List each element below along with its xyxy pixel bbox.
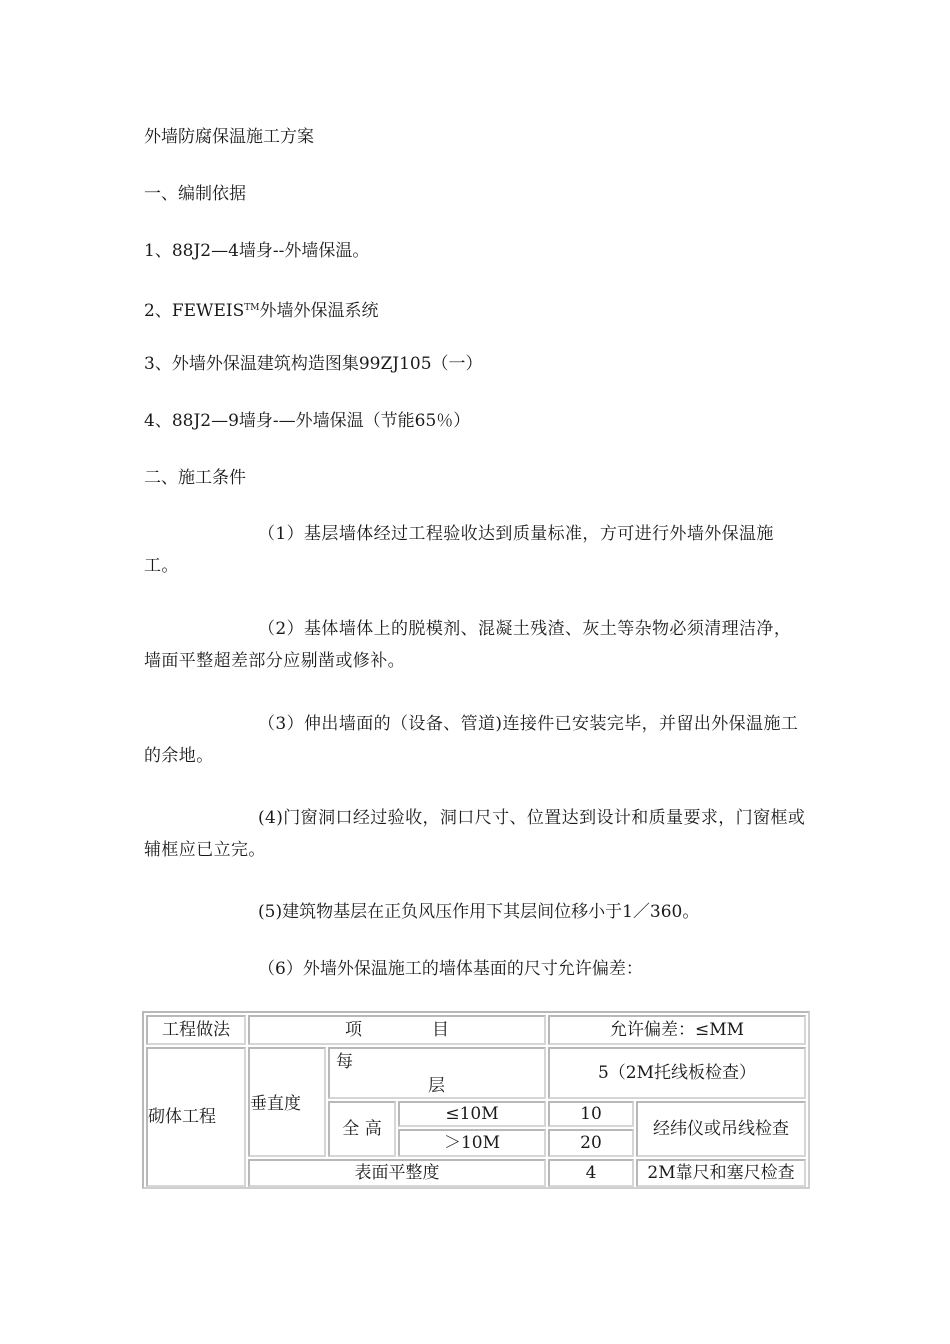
masonry-work-cell: 砌体工程 [146,1047,246,1187]
flatness-method: 2M靠尺和塞尺检查 [636,1159,806,1187]
gt-10m-cell: ＞10M [398,1129,546,1157]
reference-item-1: 1、88J2—4墙身--外墙保温。 [144,241,370,261]
per-floor-cell [328,1047,546,1099]
condition-4: (4)门窗洞口经过验收，洞口尺寸、位置达到设计和质量要求，门窗框或辅框应已立完。 [144,808,806,860]
reference-item-2 [144,297,378,322]
header-item [248,1015,546,1045]
gt-10m-value: 20 [548,1129,634,1157]
header-item-part-2: 目 [432,1020,449,1040]
section-heading-basis: 一、编制依据 [144,184,246,204]
reference-item-4: 4、88J2—9墙身-—外墙保温（节能65％） [144,411,471,431]
verticality-cell: 垂直度 [248,1047,326,1157]
flatness-value: 4 [548,1159,634,1187]
document-title: 外墙防腐保温施工方案 [144,127,314,147]
flatness-cell: 表面平整度 [248,1159,546,1187]
full-height-method: 经纬仪或吊线检查 [636,1101,806,1157]
reference-item-2-name: 外墙外保温系统 [259,301,379,321]
trademark-mark: TM [244,303,260,313]
tolerance-table [142,1011,810,1189]
full-height-cell: 全 高 [328,1101,396,1157]
condition-2: （2）基体墙体上的脱模剂、混凝土残渣、灰土等杂物必须清理洁净，墙面平整超差部分应剔凿或修补。 [144,619,792,671]
le-10m-cell: ≤10M [398,1101,546,1127]
per-floor-label-2: 层 [428,1076,445,1096]
header-item-part-1: 项 [345,1020,362,1040]
reference-item-3: 3、外墙外保温建筑构造图集99ZJ105（一） [144,354,483,374]
per-floor-tolerance: 5（2M托线板检查） [548,1047,806,1099]
condition-1: （1）基层墙体经过工程验收达到质量标准，方可进行外墙外保温施工。 [144,524,774,576]
header-tolerance: 允许偏差：≤MM [548,1015,806,1045]
condition-5: (5)建筑物基层在正负风压作用下其层间位移小于1／360。 [258,902,700,922]
condition-6: （6）外墙外保温施工的墙体基面的尺寸允许偏差： [258,959,643,979]
per-floor-label-1: 每 [336,1052,353,1072]
condition-3: （3）伸出墙面的（设备、管道)连接件已安装完毕，并留出外保温施工的余地。 [144,714,799,766]
section-heading-conditions: 二、施工条件 [144,468,246,488]
header-method: 工程做法 [146,1015,246,1045]
reference-item-2-code: 2、FEWEIS [144,301,245,321]
le-10m-value: 10 [548,1101,634,1127]
